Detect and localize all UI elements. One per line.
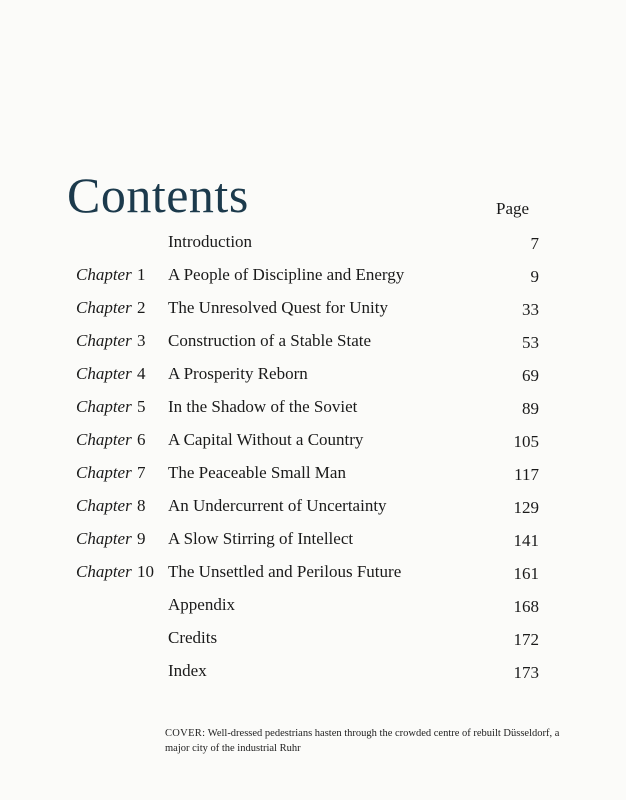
toc-page-number: 9 [530,267,539,286]
cover-label: COVER: [165,728,206,739]
toc-chapter-label: Chapter [76,463,132,482]
toc-page-number: 168 [513,597,539,616]
toc-page-number: 141 [513,531,539,550]
toc-chapter-number: 10 [137,562,154,581]
toc-row [0,657,626,690]
toc-chapter-label: Chapter [76,298,132,317]
toc-row [0,360,626,393]
toc-page-number: 117 [514,465,539,484]
toc-title: Appendix [168,595,236,614]
toc-page-number: 7 [530,234,539,253]
toc-chapter-number: 1 [137,265,146,284]
toc-row [0,261,626,294]
toc-title: A Capital Without a Country [168,430,364,449]
toc-page-number: 129 [513,498,539,517]
toc-title: A People of Discipline and Energy [168,265,405,284]
toc-chapter-number: 7 [137,463,146,482]
toc-title: A Slow Stirring of Intellect [168,529,354,548]
toc-chapter-label: Chapter [76,562,132,581]
toc-chapter-number: 3 [137,331,146,350]
toc-page-number: 173 [513,663,539,682]
toc-page-number: 161 [513,564,539,583]
page-column-header: Page [496,199,530,218]
toc-chapter-number: 6 [137,430,146,449]
toc-chapter-label: Chapter [76,496,132,515]
toc-chapter-number: 9 [137,529,146,548]
toc-title: The Unresolved Quest for Unity [168,298,389,317]
toc-title: Index [168,661,207,680]
toc-page-number: 172 [513,630,539,649]
toc-chapter-label: Chapter [76,529,132,548]
toc-page-number: 105 [513,432,539,451]
toc-row [0,327,626,360]
toc-row [0,459,626,492]
toc-title: Credits [168,628,218,647]
toc-title: Construction of a Stable State [168,331,372,350]
toc-row [0,426,626,459]
toc-title: In the Shadow of the Soviet [168,397,358,416]
toc-chapter-number: 4 [137,364,146,383]
toc-title: Introduction [168,232,253,251]
cover-text: Well-dressed pedestrians hasten through the crowded centre of rebuilt Düsseldorf, a major city of the industrial Ruhr [165,728,560,755]
toc-page-number: 89 [522,399,539,418]
toc-chapter-label: Chapter [76,430,132,449]
toc-title: The Peaceable Small Man [168,463,346,482]
toc-title: A Prosperity Reborn [168,364,308,383]
toc-row [0,228,626,261]
toc-row [0,624,626,657]
toc-row [0,591,626,624]
toc-title: An Undercurrent of Uncertainty [168,496,387,515]
toc-chapter-number: 2 [137,298,146,317]
toc-title: The Unsettled and Perilous Future [168,562,402,581]
toc-page-number: 33 [522,300,539,319]
toc-page-number: 53 [522,333,539,352]
toc-row [0,393,626,426]
toc-row [0,294,626,327]
toc-chapter-number: 5 [137,397,146,416]
toc-chapter-label: Chapter [76,331,132,350]
toc-chapter-label: Chapter [76,265,132,284]
page-title: Contents [67,166,249,223]
toc-row [0,525,626,558]
toc-row [0,492,626,525]
toc-chapter-label: Chapter [76,397,132,416]
toc-chapter-label: Chapter [76,364,132,383]
toc-row [0,558,626,591]
cover-caption [165,726,565,756]
table-of-contents [0,228,626,690]
toc-chapter-number: 8 [137,496,146,515]
toc-page-number: 69 [522,366,539,385]
